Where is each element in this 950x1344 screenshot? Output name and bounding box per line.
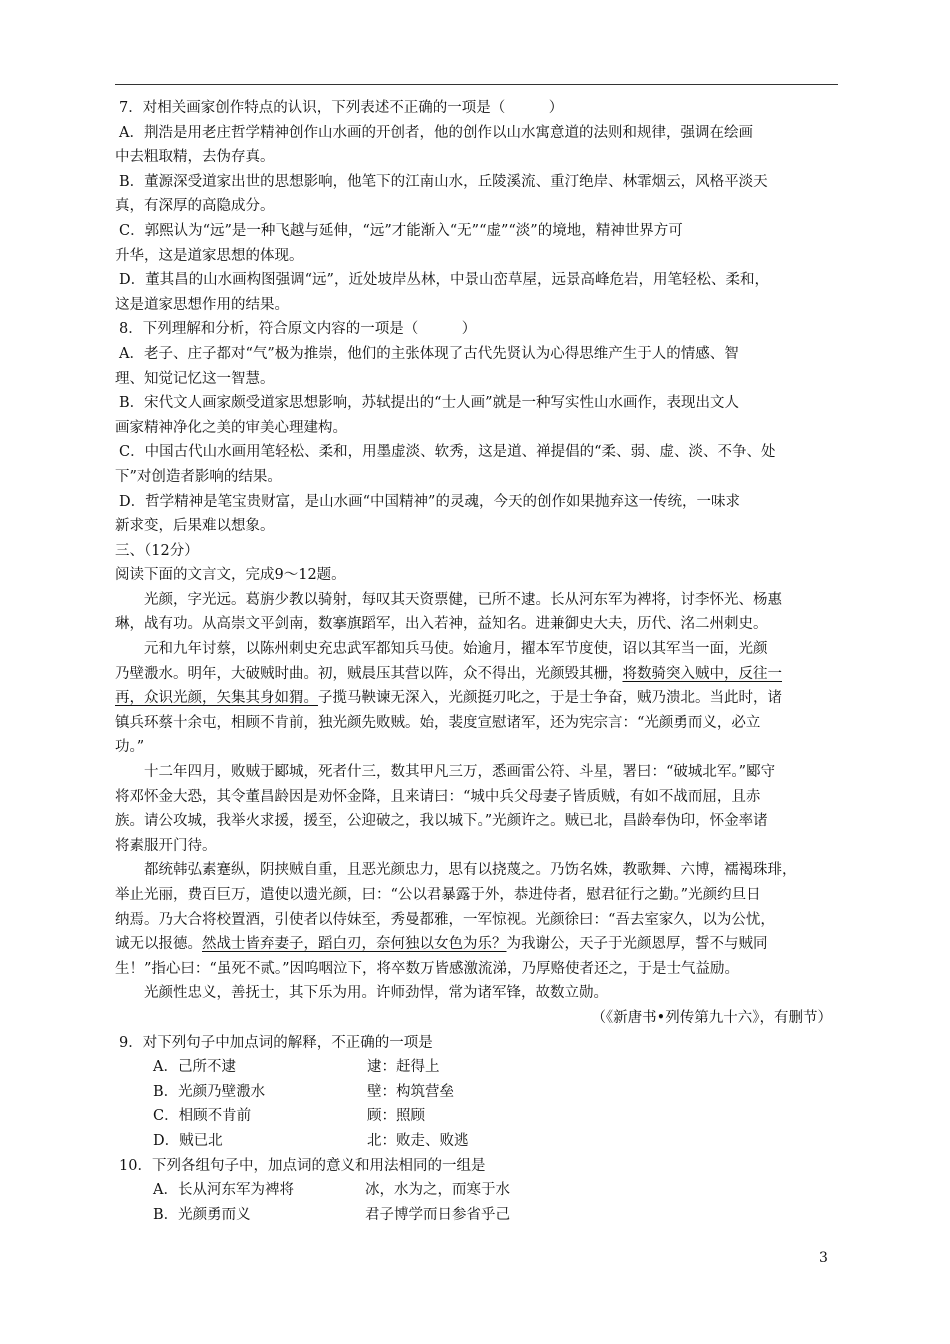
option-sentence: B．光颜乃壁溵水 [153, 1083, 266, 1100]
q9-option-c [115, 1104, 838, 1129]
passage-line: 纳焉。乃大合将校置酒，引使者以侍妹至，秀曼都雅，一军惊视。光颜徐曰：“吾去室家久，以为公忧， [115, 911, 775, 928]
option-sentence: A．己所不逮 [153, 1059, 236, 1076]
q8-option-d-cont: 新求变，后果难以想象。 [115, 518, 275, 535]
passage-line: 功。” [115, 739, 145, 756]
passage-source: （《新唐书•列传第九十六》，有删节） [591, 1009, 832, 1026]
passage-line [115, 932, 838, 957]
q8-option-c: C．中国古代山水画用笔轻松、柔和，用墨虚淡、软秀，这是道、禅提倡的“柔、弱、虚、淡、不争、处 [119, 444, 776, 461]
q10-stem: 10．下列各组句子中，加点词的意义和用法相同的一组是 [119, 1157, 486, 1174]
q8-stem: 8．下列理解和分析，符合原文内容的一项是（ ） [119, 321, 477, 338]
underlined-sentence: 然战士皆弃妻子，蹈白刃，奈何独以女色为乐？ [202, 936, 507, 953]
passage-line: 光颜性忠义，善抚士，其下乐为用。许师劲悍，常为诸军锋，故数立勋。 [144, 985, 608, 1002]
q7-option-b: B．董源深受道家出世的思想影响，他笔下的江南山水，丘陵溪流、重汀绝岸、林霏烟云，风格平淡天 [119, 173, 768, 190]
q9-stem: 9．对下列句子中加点词的解释，不正确的一项是 [119, 1034, 433, 1051]
q7-option-b-cont: 真，有深厚的高隐成分。 [115, 198, 275, 215]
q7-option-a: A．荆浩是用老庄哲学精神创作山水画的开创者，他的创作以山水寓意道的法则和规律，强调在绘画 [119, 124, 753, 141]
passage-line: 都统韩弘素蹇纵，阴挟贼自重，且恶光颜忠力，思有以挠蔑之。乃饬名姝，教歌舞、六博，襦褐珠琲， [144, 862, 797, 879]
q8-option-b-cont: 画家精神净化之美的审美心理建构。 [115, 419, 347, 436]
q7-option-d-cont: 这是道家思想作用的结果。 [115, 296, 289, 313]
passage-line: 将邓怀金大恐，其令董昌龄因是劝怀金降，且来请曰：“城中兵父母妻子皆质贼，有如不战而屈，且赤 [115, 788, 761, 805]
option-explanation: 逮：赶得上 [367, 1059, 440, 1076]
q9-option-a [115, 1055, 838, 1080]
header-rule [115, 84, 838, 85]
passage-line: 光颜，字光远。葛旃少教以骑射，每叹其天资票健，已所不逮。长从河东军为裨将，讨李怀光、杨惠 [144, 591, 782, 608]
passage-line: 族。请公攻城，我举火求援，援至，公迎破之，我以城下。”光颜许之。贼已北，昌龄奉伪印，怀金率诸 [115, 813, 768, 830]
option-sentence-compare: 冰，水为之，而寒于水 [365, 1182, 510, 1199]
q9-option-d [115, 1129, 838, 1154]
q7-option-d: D．董其昌的山水画构图强调“远”，近处坡岸丛林，中景山峦草屋，远景高峰危岩，用笔轻松、柔和， [119, 272, 769, 289]
passage-text: 乃壁溵水。明年，大破贼时曲。初，贼晨压其营以阵，众不得出，光颜毁其栅， [115, 665, 623, 682]
passage-line: 十二年四月，败贼于郾城，死者什三，数其甲凡三万，悉画雷公符、斗星，署曰：“破城北军。”郾守 [144, 764, 776, 781]
section-heading: 三、（12分） [115, 542, 199, 559]
page-content [115, 96, 838, 1227]
q8-option-a-cont: 理、知觉记忆这一智慧。 [115, 370, 275, 387]
passage-line: 将素服开门待。 [115, 837, 217, 854]
q7-option-a-cont: 中去粗取精，去伪存真。 [115, 149, 275, 166]
passage-text: 子揽马鞅谏无深入，光颜挺刃叱之，于是士争奋，贼乃溃北。当此时，诸 [318, 690, 782, 707]
q7-stem: 7．对相关画家创作特点的认识，下列表述不正确的一项是（ ） [119, 100, 564, 116]
q10-option-a [115, 1178, 838, 1203]
option-explanation: 顾：照顾 [367, 1108, 425, 1125]
option-sentence: D．贼已北 [153, 1132, 223, 1149]
option-sentence-compare: 君子博学而日参省乎己 [365, 1206, 510, 1223]
q8-option-c-cont: 下”对创造者影响的结果。 [115, 468, 282, 485]
passage-line: 元和九年讨蔡，以陈州刺史充忠武军都知兵马使。始逾月，擢本军节度使，诏以其军当一面，光颜 [144, 641, 768, 658]
underlined-sentence: 再，众识光颜，矢集其身如猬。 [115, 690, 318, 707]
option-explanation: 壁：构筑营垒 [367, 1083, 454, 1100]
q7-option-c: C．郭熙认为“远”是一种飞越与延伸，“远”才能渐入“无”“虚”“淡”的境地，精神世界方可 [119, 222, 683, 239]
passage-line: 举止光丽，费百巨万，遣使以遗光颜，曰：“公以君暴露于外，恭进侍者，慰君征行之勤。”光颜约旦日 [115, 887, 761, 903]
option-explanation: 北：败走、败逃 [367, 1132, 469, 1149]
q7-option-c-cont: 升华，这是道家思想的体现。 [115, 247, 304, 264]
passage-text: 诚无以报德。 [115, 936, 202, 953]
passage-text: 为我谢公，天子于光颜恩厚，誓不与贼同 [506, 936, 768, 953]
q8-option-d: D．哲学精神是笔宝贵财富，是山水画“中国精神”的灵魂，今天的创作如果抛弃这一传统，一味求 [119, 493, 740, 510]
option-sentence: C．相顾不肯前 [153, 1108, 252, 1125]
section-instruction: 阅读下面的文言文，完成9～12题。 [115, 567, 346, 584]
q9-option-b [115, 1080, 838, 1105]
q10-option-b [115, 1203, 838, 1228]
passage-line: 琳，战有功。从高崇文平剑南，数搴旗蹈军，出入若神，益知名。进兼御史大夫，历代、洺二州刺史。 [115, 616, 768, 633]
passage-line [115, 686, 838, 711]
q8-option-a: A．老子、庄子都对“气”极为推崇，他们的主张体现了古代先贤认为心得思维产生于人的情感、智 [119, 345, 739, 362]
passage-line: 生！”指心曰：“虽死不贰。”因呜咽泣下，将卒数万皆感激流涕，乃厚赂使者还之，于是士气益励。 [115, 960, 739, 977]
underlined-sentence: 将数骑突入贼中，反往一 [622, 665, 782, 682]
option-sentence: A．长从河东军为裨将 [153, 1182, 294, 1199]
passage-line: 镇兵环蔡十余屯，相顾不肯前，独光颜先败贼。始，裴度宣慰诸军，还为宪宗言：“光颜勇而义，必立 [115, 714, 761, 731]
q8-option-b: B．宋代文人画家颇受道家思想影响，苏轼提出的“士人画”就是一种写实性山水画作，表现出文人 [119, 395, 739, 412]
option-sentence: B．光颜勇而义 [153, 1206, 251, 1223]
page-number: 3 [819, 1250, 828, 1266]
passage-line [115, 662, 838, 687]
